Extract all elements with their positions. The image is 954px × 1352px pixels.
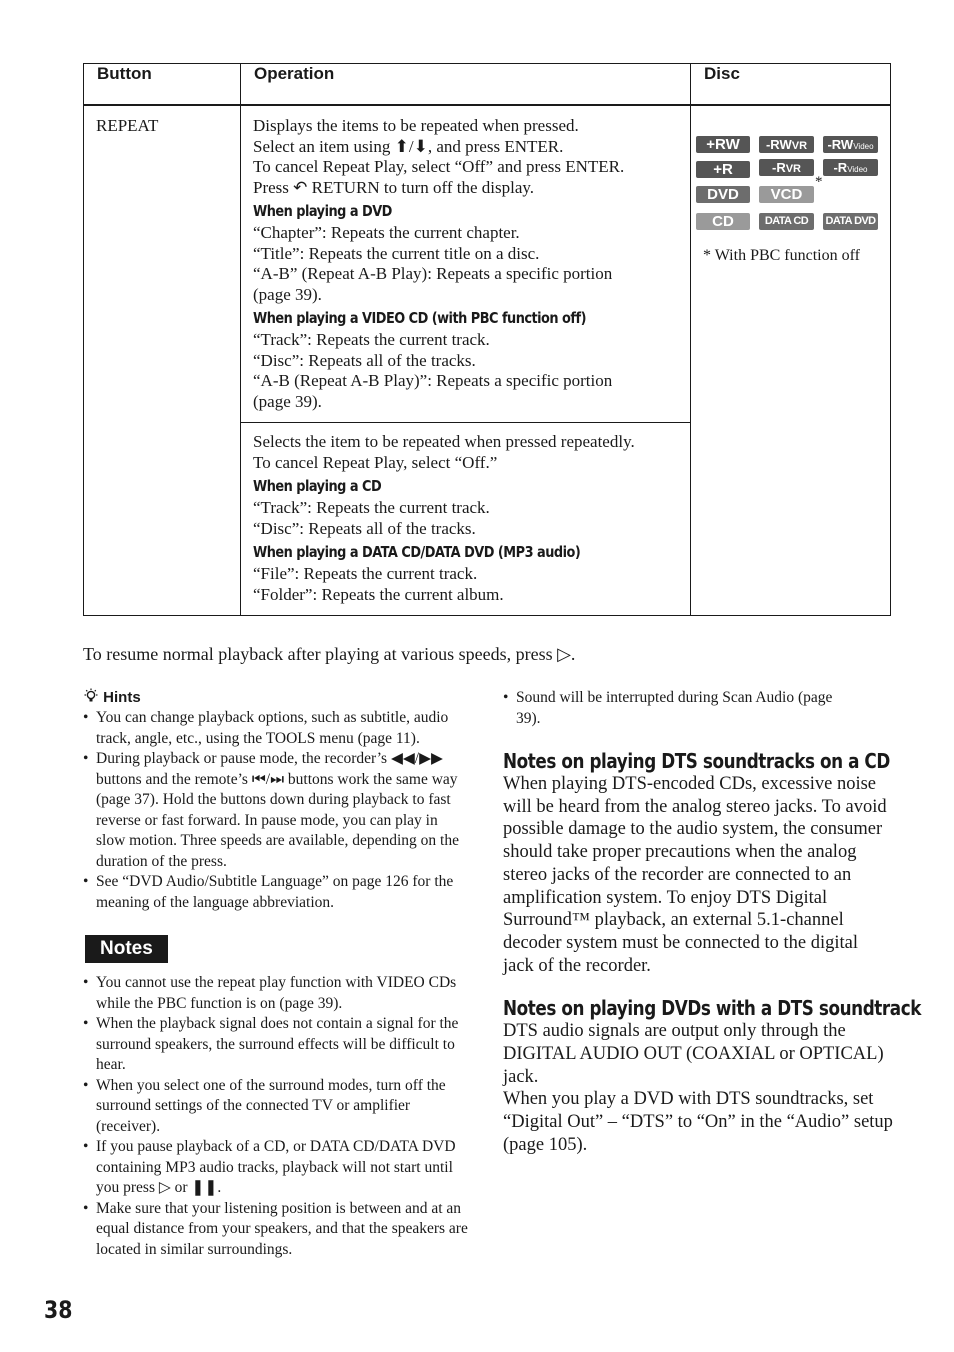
- op-line: “Track”: Repeats the current track.: [253, 330, 490, 349]
- op-line: Displays the items to be repeated when pressed.: [253, 116, 579, 135]
- list-item: • During playback or pause mode, the recorder’s ◀◀/▶▶ buttons and the remote’s ⏮/⏭ buttons work the same way (page 37). Hold the buttons down during playback to fast reverse or fast forward. In pause mode, you can play in slow motion. Three speeds are available, depending on the duration of the press.: [83, 749, 468, 872]
- op-line: “Disc”: Repeats all of the tracks.: [253, 518, 476, 538]
- lightbulb-icon: [83, 689, 103, 706]
- disc-badge-data-dvd: DATA DVD: [823, 213, 878, 230]
- op-line: “Track”: Repeats the current track.: [253, 498, 490, 517]
- disc-badges: [691, 106, 890, 266]
- dts-dvd-paragraph: DTS audio signals are output only through the DIGITAL AUDIO OUT (COAXIAL or OPTICAL) jack.: [503, 1021, 884, 1087]
- list-item: • See “DVD Audio/Subtitle Language” on page 126 for the meaning of the language abbreviation.: [83, 872, 468, 913]
- list-item: • If you pause playback of a CD, or DATA CD/DATA DVD containing MP3 audio tracks, playback will not start until you press ▷ or ❚❚.: [83, 1137, 468, 1199]
- left-column: [83, 688, 468, 1260]
- op-line: “A-B (Repeat A-B Play)”: Repeats a specific portion: [253, 371, 613, 390]
- op-line: (page 39).: [253, 284, 322, 304]
- op-line: “Title”: Repeats the current title on a disc.: [253, 243, 540, 263]
- disc-badge-rw-video: [823, 136, 878, 153]
- badge-text: -R: [833, 160, 848, 175]
- repeat-function-table: [83, 63, 891, 616]
- pbc-footnote: * With PBC function off: [703, 247, 860, 264]
- list-item: • When the playback signal does not contain a signal for the surround speakers, the surround effects will be difficult to hear.: [83, 1014, 468, 1076]
- op-line: To cancel Repeat Play, select “Off.”: [253, 452, 498, 472]
- badge-subtext: Video: [853, 142, 874, 151]
- resume-playback-text: To resume normal playback after playing at various speeds, press ▷.: [83, 644, 576, 664]
- data-disc-subheading: When playing a DATA CD/DATA DVD (MP3 audio): [253, 543, 581, 561]
- hints-title: Hints: [103, 689, 141, 706]
- dts-dvd-paragraph-2: When you play a DVD with DTS soundtracks, set “Digital Out” – “DTS” to “On” in the “Audio” setup (page 105).: [503, 1089, 893, 1155]
- disc-cell: [691, 105, 891, 616]
- op-line: Select an item using ⬆/⬇, and press ENTER.: [253, 136, 564, 156]
- right-column: [503, 688, 921, 1157]
- op-line: “A-B” (Repeat A-B Play): Repeats a specific portion: [253, 264, 613, 283]
- dts-cd-paragraph: When playing DTS-encoded CDs, excessive noise will be heard from the analog stereo jacks. To avoid possible damage to the audio system, the consumer should take proper precautions when the analog stereo jacks of the recorder are connected to an amplification system. To enjoy DTS Digital Surround™ playback, an external 5.1-channel decoder system must be connected to the digital jack of the recorder.: [503, 774, 887, 976]
- badge-text: -RW: [765, 137, 792, 152]
- disc-badge-plus-r: +R: [696, 161, 750, 178]
- button-cell-repeat: REPEAT: [84, 105, 241, 616]
- badge-text: -RW: [827, 137, 854, 152]
- notes-section: [83, 913, 468, 1260]
- page-number: 38: [44, 1296, 73, 1324]
- disc-badge-plus-rw: +RW: [696, 136, 750, 153]
- list-item: • When you select one of the surround modes, turn off the surround settings of the connected TV or amplifier (receiver).: [83, 1076, 468, 1138]
- badge-subtext: Video: [847, 165, 868, 174]
- scan-audio-list: [503, 688, 893, 729]
- dts-cd-heading: Notes on playing DTS soundtracks on a CD: [503, 749, 890, 773]
- header-button: Button: [84, 64, 241, 106]
- notes-list: [83, 973, 468, 1260]
- disc-badge-dvd: DVD: [696, 186, 750, 203]
- badge-subtext: VR: [791, 140, 808, 152]
- list-item: • Sound will be interrupted during Scan Audio (page 39).: [503, 688, 893, 729]
- hints-list: [83, 708, 468, 913]
- disc-badge-r-video: [823, 159, 878, 176]
- disc-badge-rw-vr: [759, 136, 814, 153]
- dvd-subheading: When playing a DVD: [253, 202, 392, 220]
- vcd-subheading: When playing a VIDEO CD (with PBC function off): [253, 309, 586, 327]
- disc-badge-cd: CD: [696, 213, 750, 230]
- list-item: • You can change playback options, such as subtitle, audio track, angle, etc., using the TOOLS menu (page 11).: [83, 708, 468, 749]
- disc-badge-vcd: VCD: [759, 186, 814, 203]
- table-header-row: [84, 64, 891, 106]
- op-line: “File”: Repeats the current track.: [253, 564, 478, 583]
- dts-dvd-heading: Notes on playing DVDs with a DTS soundtrack: [503, 996, 921, 1021]
- disc-badge-r-vr: [759, 159, 814, 176]
- list-item: • You cannot use the repeat play function with VIDEO CDs while the PBC function is on (page 39).: [83, 973, 468, 1014]
- table-row: [84, 105, 891, 423]
- hints-heading: [83, 688, 468, 708]
- disc-badge-data-cd: DATA CD: [759, 213, 814, 230]
- header-operation: Operation: [241, 64, 691, 106]
- badge-text: -R: [772, 160, 786, 175]
- op-line: “Disc”: Repeats all of the tracks.: [253, 350, 476, 370]
- header-disc: Disc: [691, 64, 891, 106]
- op-line: To cancel Repeat Play, select “Off” and press ENTER.: [253, 157, 625, 176]
- operation-cell-repeat-cycle: [241, 423, 691, 616]
- pbc-asterisk: *: [815, 174, 823, 190]
- notes-heading: Notes: [85, 935, 168, 963]
- op-line: Press ↶ RETURN to turn off the display.: [253, 177, 535, 197]
- op-line: “Chapter”: Repeats the current chapter.: [253, 223, 520, 242]
- operation-cell-repeat-display: [241, 105, 691, 423]
- op-line: “Folder”: Repeats the current album.: [253, 584, 504, 604]
- badge-subtext: VR: [785, 163, 801, 175]
- hints-section: [83, 688, 468, 913]
- list-item: • Make sure that your listening position is between and at an equal distance from your speakers, and that the speakers are located in similar surroundings.: [83, 1199, 468, 1261]
- op-line: Selects the item to be repeated when pressed repeatedly.: [253, 432, 635, 451]
- cd-subheading: When playing a CD: [253, 477, 382, 495]
- op-line: (page 39).: [253, 391, 322, 411]
